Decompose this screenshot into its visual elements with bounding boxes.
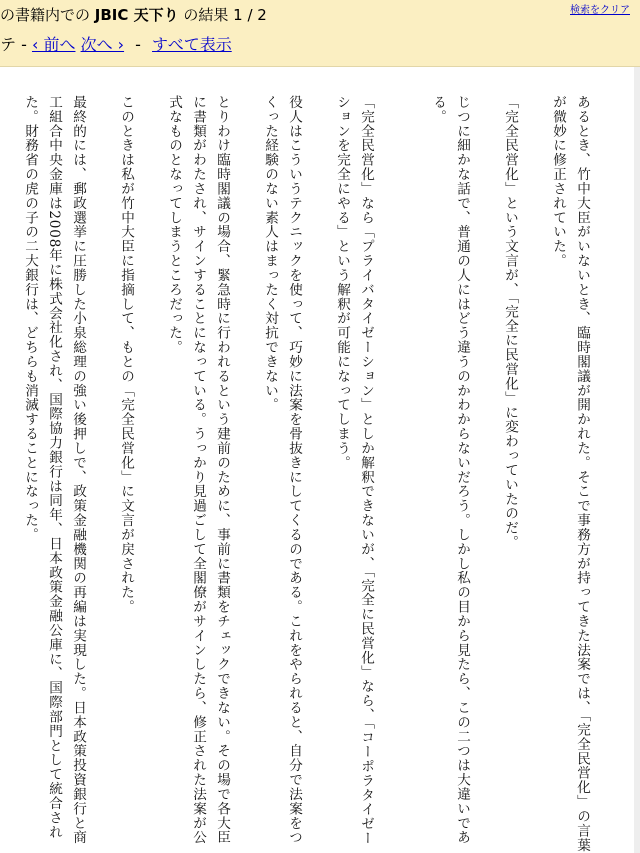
text-line: 役人はこういうテクニックを使って、巧妙に法案を骨抜きにしてくるのである。これをやられると、自分で法案をつくった経験のない素人はまったく対抗できない。 — [262, 95, 302, 845]
title-suffix: の結果 1 / 2 — [183, 6, 267, 24]
text-line: とりわけ臨時閣議の場合、緊急時に行われるという建前のために、事前に書類をチェックできない。その場で各大臣に書類がわたされ、サインすることになっている。うっかり見過ごして全閣僚がサインしたら、修正された法案が公式なものとなってしまうところだった。 — [166, 95, 230, 845]
text-line: じつに細かな話で、普通の人にはどう違うのかわからないだろう。しかし私の目から見たら、この二つは大違いである。 — [430, 95, 470, 845]
page-gutter — [634, 67, 640, 853]
page-text — [0, 95, 618, 853]
next-link[interactable]: 次へ › — [80, 35, 125, 54]
search-query: JBIC 天下り — [94, 6, 179, 24]
text-line: このときは私が竹中大臣に指摘して、もとの「完全民営化」に文言が戻された。 — [118, 95, 134, 614]
nav-separator: - — [135, 35, 141, 54]
title-prefix: の書籍内での — [0, 6, 91, 24]
text-line: あるとき、竹中大臣がいないとき、臨時閣議が開かれた。そこで事務方が持ってきた法案では、「完全民営化」の言葉が微妙に修正されていた。 — [550, 95, 590, 853]
result-navigation — [0, 32, 232, 55]
search-results-header — [0, 0, 640, 67]
clear-search-link[interactable]: 検索をクリア — [570, 5, 630, 16]
book-page — [0, 67, 640, 853]
show-all-link[interactable]: すべて表示 — [152, 35, 232, 54]
text-line: 最終的には、郵政選挙に圧勝した小泉総理の強い後押しで、政策金融機関の再編は実現した。日本政策投資銀行と商工組合中央金庫は2008年に株式会社化され、国際協力銀行は同年、日本政策金融公庫に、国際部門として統合された。財務省の虎の子の二大銀行は、どちらも消滅することになった。 — [22, 95, 86, 845]
nav-prefix: テ - — [0, 35, 27, 54]
prev-link[interactable]: ‹ 前へ — [31, 35, 76, 54]
text-line: 「完全民営化」なら「プライバタイゼーション」としか解釈できないが、「完全に民営化」なら、「コーポラタイゼーションを完全にやる」という解釈が可能になってしまう。 — [334, 95, 374, 846]
search-result-title — [0, 4, 267, 25]
text-line: 「完全民営化」という文言が、「完全に民営化」に変わっていたのだ。 — [502, 95, 518, 550]
